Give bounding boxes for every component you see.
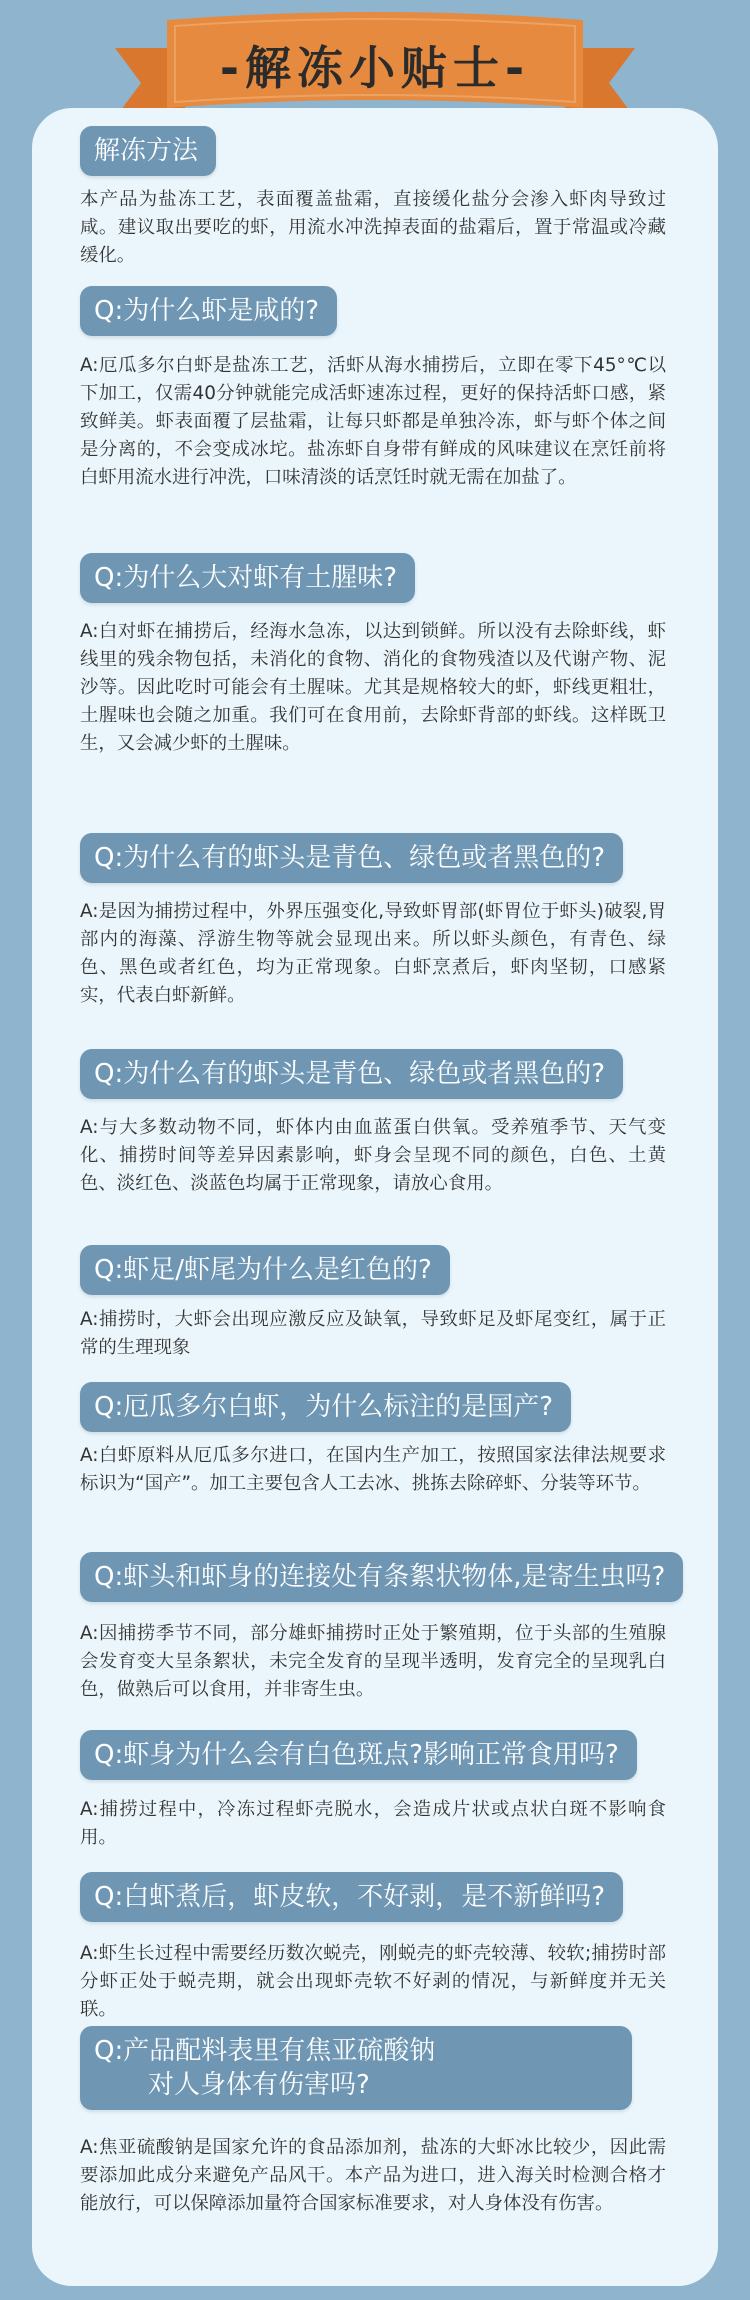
faq-question: Q:为什么有的虾头是青色、绿色或者黑色的? bbox=[80, 833, 623, 883]
faq-question: Q:厄瓜多尔白虾，为什么标注的是国产? bbox=[80, 1382, 571, 1432]
faq-answer: A:捕捞过程中，冷冻过程虾壳脱水，会造成片状或点状白斑不影响食用。 bbox=[80, 1799, 666, 1848]
faq-question: Q:虾身为什么会有白色斑点?影响正常食用吗? bbox=[80, 1730, 637, 1780]
page-title: -解冻小贴士- bbox=[219, 41, 531, 95]
faq-answer: A:虾生长过程中需要经历数次蜕壳，刚蜕壳的虾壳较薄、较软;捕捞时部分虾正处于蜕壳期，就会出现虾壳软不好剥的情况，与新鲜度并无关联。 bbox=[80, 1943, 666, 2020]
faq-question-line1: Q:产品配料表里有焦亚硫酸钠 bbox=[94, 2036, 436, 2066]
faq-question-line2: 对人身体有伤害吗? bbox=[148, 2070, 370, 2100]
faq-answer: A:与大多数动物不同，虾体内由血蓝蛋白供氧。受养殖季节、天气变化、捕捞时间等差异因素影响，虾身会呈现不同的颜色，白色、土黄色、淡红色、淡蓝色均属于正常现象，请放心食用。 bbox=[80, 1117, 666, 1194]
faq-answer: A:焦亚硫酸钠是国家允许的食品添加剂，盐冻的大虾冰比较少，因此需要添加此成分来避免产品风干。本产品为进口，进入海关时检测合格才能放行，可以保障添加量符合国家标准要求，对人身体没有伤害。 bbox=[80, 2137, 666, 2214]
faq-answer: A:白虾原料从厄瓜多尔进口，在国内生产加工，按照国家法律法规要求标识为“国产”。加工主要包含人工去冰、挑拣去除碎虾、分装等环节。 bbox=[80, 1445, 666, 1494]
faq-question: Q:为什么有的虾头是青色、绿色或者黑色的? bbox=[80, 1049, 623, 1099]
faq-answer: A:厄瓜多尔白虾是盐冻工艺，活虾从海水捕捞后，立即在零下45°℃以下加工，仅需40分钟就能完成活虾速冻过程，更好的保持活虾口感，紧致鲜美。虾表面覆了层盐霜，让每只虾都是单独冷冻，虾与虾个体之间是分离的，不会变成冰坨。盐冻虾自身带有鲜成的风味建议在烹饪前将白虾用流水进行冲洗，口味清淡的话烹饪时就无需在加盐了。 bbox=[80, 355, 666, 488]
faq-question: Q:为什么大对虾有土腥味? bbox=[80, 553, 415, 603]
faq-answer: A:捕捞时，大虾会出现应激反应及缺氧，导致虾足及虾尾变红，属于正常的生理现象 bbox=[80, 1309, 666, 1358]
faq-question bbox=[80, 2026, 632, 2110]
faq-question: Q:虾头和虾身的连接处有条絮状物体,是寄生虫吗? bbox=[80, 1552, 683, 1602]
faq-answer: A:白对虾在捕捞后，经海水急冻，以达到锁鲜。所以没有去除虾线，虾线里的残余物包括，未消化的食物、消化的食物残渣以及代谢产物、泥沙等。因此吃时可能会有土腥味。尤其是规格较大的虾，虾线更粗壮，土腥味也会随之加重。我们可在食用前，去除虾背部的虾线。这样既卫生，又会减少虾的土腥味。 bbox=[80, 621, 666, 754]
faq-question: Q:为什么虾是咸的? bbox=[80, 286, 337, 336]
method-text: 本产品为盐冻工艺，表面覆盖盐霜，直接缓化盐分会渗入虾肉导致过咸。建议取出要吃的虾，用流水冲洗掉表面的盐霜后，置于常温或冷藏缓化。 bbox=[80, 189, 666, 266]
faq-answer: A:是因为捕捞过程中，外界压强变化,导致虾胃部(虾胃位于虾头)破裂,胃部内的海藻、浮游生物等就会显现出来。所以虾头颜色，有青色、绿色、黑色或者红色，均为正常现象。白虾烹煮后，虾肉坚韧，口感紧实，代表白虾新鲜。 bbox=[80, 901, 666, 1006]
faq-question: Q:虾足/虾尾为什么是红色的? bbox=[80, 1245, 450, 1295]
faq-question: Q:白虾煮后，虾皮软，不好剥，是不新鲜吗? bbox=[80, 1872, 623, 1922]
faq-answer: A:因捕捞季节不同，部分雄虾捕捞时正处于繁殖期，位于头部的生殖腺会发育变大呈条絮状，未完全发育的呈现半透明，发育完全的呈现乳白色，做熟后可以食用，并非寄生虫。 bbox=[80, 1623, 666, 1700]
method-heading: 解冻方法 bbox=[80, 126, 216, 176]
